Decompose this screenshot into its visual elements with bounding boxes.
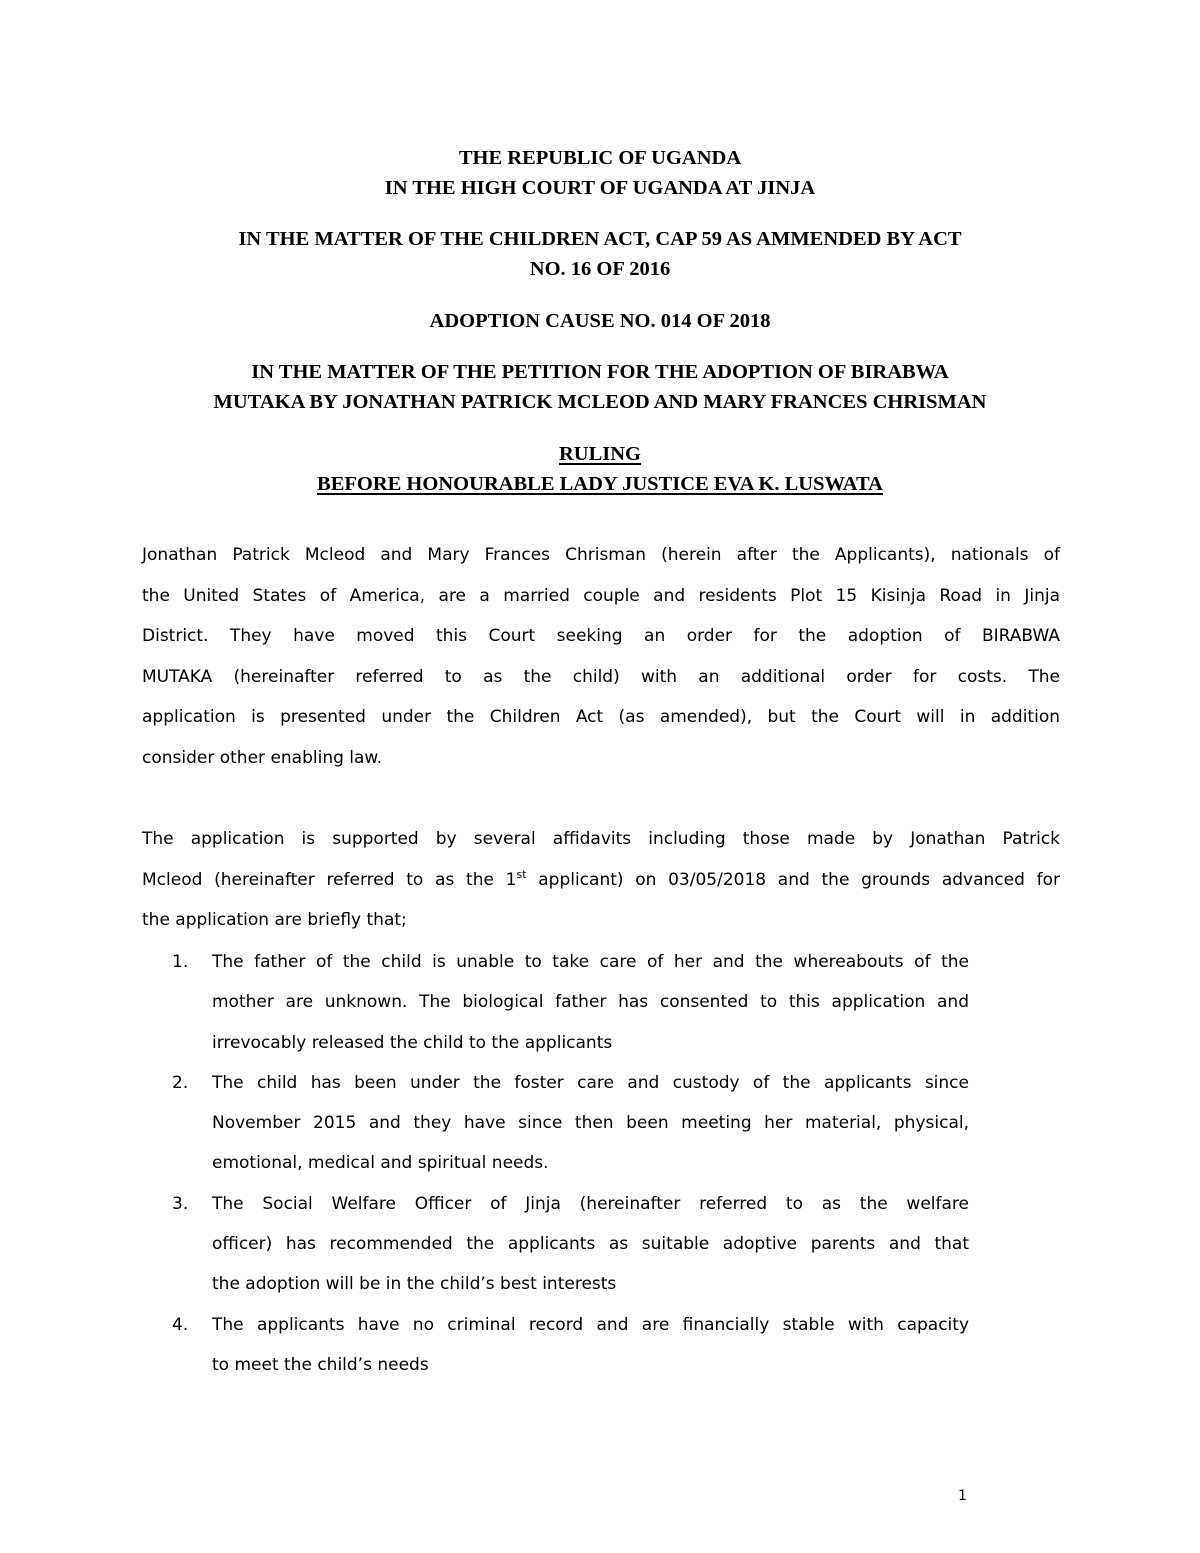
matter-petition-line-1: IN THE MATTER OF THE PETITION FOR THE ADOPTION OF BIRABWA (251, 361, 949, 383)
before-judge-line (140, 469, 1060, 499)
paragraph-line (142, 860, 1060, 901)
paragraph-line: District. They have moved this Court seeking an order for the adoption of BIRABWA (142, 626, 1060, 646)
paragraph-line: MUTAKA (hereinafter referred to as the child) with an additional order for costs. The (142, 666, 1060, 687)
matter-of-petition (140, 357, 1060, 417)
paragraph-line: consider other enabling law. (142, 747, 383, 768)
list-item-line: to meet the child’s needs (212, 1354, 429, 1375)
list-number: 3. (172, 1193, 189, 1214)
list-item (172, 1063, 972, 1184)
list-item (172, 1305, 972, 1386)
paragraph-line: The application is supported by several affidavits including those made by Jonathan Patrick (142, 829, 1060, 849)
grounds-list (172, 942, 972, 1385)
cause-number (140, 306, 1060, 336)
matter-act-line-2: NO. 16 OF 2016 (529, 258, 671, 280)
list-item-line: mother are unknown. The biological father has consented to this application and (212, 992, 969, 1013)
before-judge: BEFORE HONOURABLE LADY JUSTICE EVA K. LUSWATA (317, 473, 883, 495)
court-header (140, 143, 1060, 203)
matter-petition-line-2: MUTAKA BY JONATHAN PATRICK MCLEOD AND MARY FRANCES CHRISMAN (213, 391, 987, 413)
paragraph-introduction (142, 535, 1060, 778)
list-number: 4. (172, 1314, 189, 1335)
list-item-line: the adoption will be in the child’s best interests (212, 1274, 617, 1295)
ruling-heading (140, 439, 1060, 499)
cause-number-text: ADOPTION CAUSE NO. 014 OF 2018 (429, 310, 771, 332)
matter-of-act (140, 224, 1060, 284)
list-item-line: The child has been under the foster care and custody of the applicants since (212, 1072, 969, 1093)
paragraph-grounds-intro (142, 819, 1060, 941)
paragraph-line: the United States of America, are a married couple and residents Plot 15 Kisinja Road in Jinja (142, 585, 1060, 606)
list-item-line: emotional, medical and spiritual needs. (212, 1153, 549, 1174)
list-item-line: irrevocably released the child to the applicants (212, 1032, 613, 1053)
ruling-title: RULING (558, 443, 641, 465)
republic-title: THE REPUBLIC OF UGANDA (458, 147, 742, 169)
paragraph-line: Jonathan Patrick Mcleod and Mary Frances Chrisman (herein after the Applicants), nationals of (142, 545, 1060, 565)
paragraph-line: application is presented under the Children Act (as amended), but the Court will in addition (142, 707, 1060, 727)
line-text-start: Mcleod (hereinafter referred to as the 1 (142, 869, 517, 890)
ordinal-superscript: st (516, 867, 527, 881)
court-title: IN THE HIGH COURT OF UGANDA AT JINJA (384, 177, 816, 199)
list-item-line: November 2015 and they have since then been meeting her material, physical, (212, 1113, 969, 1134)
matter-act-line-1: IN THE MATTER OF THE CHILDREN ACT, CAP 59 AS AMMENDED BY ACT (238, 228, 962, 250)
page-number: 1 (958, 1488, 967, 1504)
list-number: 2. (172, 1072, 189, 1093)
list-item-line: The applicants have no criminal record and are financially stable with capacity (212, 1314, 969, 1335)
list-item (172, 942, 972, 1063)
list-item (172, 1184, 972, 1305)
paragraph-line: the application are briefly that; (142, 910, 407, 930)
line-text-end: applicant) on 03/05/2018 and the grounds advanced for (526, 869, 1060, 890)
list-item-line: The Social Welfare Officer of Jinja (hereinafter referred to as the welfare (212, 1193, 969, 1214)
list-item-line: The father of the child is unable to take care of her and the whereabouts of the (212, 952, 969, 972)
ruling-title-line (140, 439, 1060, 469)
list-number: 1. (172, 952, 189, 972)
list-item-line: officer) has recommended the applicants as suitable adoptive parents and that (212, 1234, 969, 1255)
